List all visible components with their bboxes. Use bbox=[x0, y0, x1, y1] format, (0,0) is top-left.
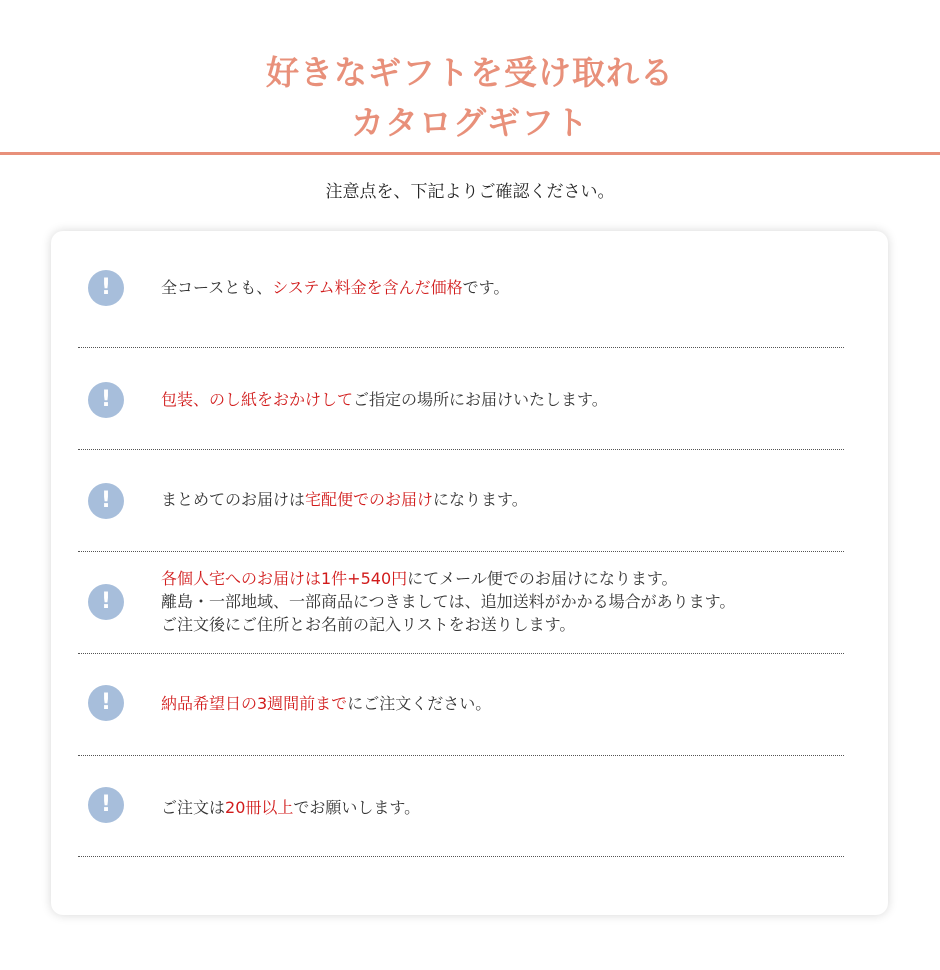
notice-highlight-text: 包装、のし紙をおかけして bbox=[161, 390, 354, 409]
exclamation-icon: ! bbox=[88, 270, 124, 306]
notice-text bbox=[161, 796, 876, 819]
notice-highlight-text: システム料金を含んだ価格 bbox=[272, 278, 463, 297]
notice-highlight-text: 納品希望日の3週間前まで bbox=[161, 694, 348, 713]
notice-text bbox=[161, 488, 876, 511]
notice-item-2 bbox=[51, 348, 888, 450]
notice-highlight-text: 各個人宅へのお届けは1件+540円 bbox=[161, 569, 408, 588]
notice-text-segment: でお願いします。 bbox=[293, 798, 421, 817]
notice-text-segment: 全コースとも、 bbox=[161, 278, 273, 297]
notice-item-4 bbox=[51, 552, 888, 654]
notice-text-segment: になります。 bbox=[433, 490, 528, 509]
exclamation-icon: ! bbox=[88, 787, 124, 823]
exclamation-icon: ! bbox=[88, 382, 124, 418]
dotted-divider bbox=[78, 856, 844, 857]
notice-text bbox=[161, 692, 876, 715]
notice-item-6 bbox=[51, 756, 888, 858]
page-title bbox=[0, 48, 940, 148]
notice-card bbox=[51, 231, 888, 915]
notice-text bbox=[161, 567, 876, 636]
notice-text bbox=[161, 276, 876, 299]
notice-text-line: ご注文後にご住所とお名前の記入リストをお送りします。 bbox=[161, 615, 576, 634]
notice-highlight-text: 20冊以上 bbox=[225, 798, 294, 817]
notice-text-segment: ご指定の場所にお届けいたします。 bbox=[353, 390, 608, 409]
exclamation-icon: ! bbox=[88, 685, 124, 721]
notice-text-segment: にご注文ください。 bbox=[347, 694, 492, 713]
notice-item-5 bbox=[51, 654, 888, 756]
notice-item-3 bbox=[51, 450, 888, 552]
notice-text-segment: にてメール便でのお届けになります。 bbox=[407, 569, 678, 588]
page-title-line-2: カタログギフト bbox=[351, 103, 589, 142]
exclamation-icon: ! bbox=[88, 584, 124, 620]
notice-text-segment: です。 bbox=[462, 278, 510, 297]
notice-text bbox=[161, 388, 876, 411]
notice-text-segment: まとめてのお届けは bbox=[161, 490, 306, 509]
notice-text-line bbox=[161, 567, 876, 590]
page-title-line-1: 好きなギフトを受け取れる bbox=[266, 53, 674, 92]
exclamation-icon: ! bbox=[88, 483, 124, 519]
notice-highlight-text: 宅配便でのお届け bbox=[305, 490, 434, 509]
notice-text-segment: ご注文は bbox=[161, 798, 226, 817]
notice-text-line: 離島・一部地域、一部商品につきましては、追加送料がかかる場合があります。 bbox=[161, 592, 736, 611]
page-subtitle: 注意点を、下記よりご確認ください。 bbox=[325, 182, 615, 202]
notice-item-1 bbox=[51, 231, 888, 333]
header-divider bbox=[0, 152, 940, 155]
